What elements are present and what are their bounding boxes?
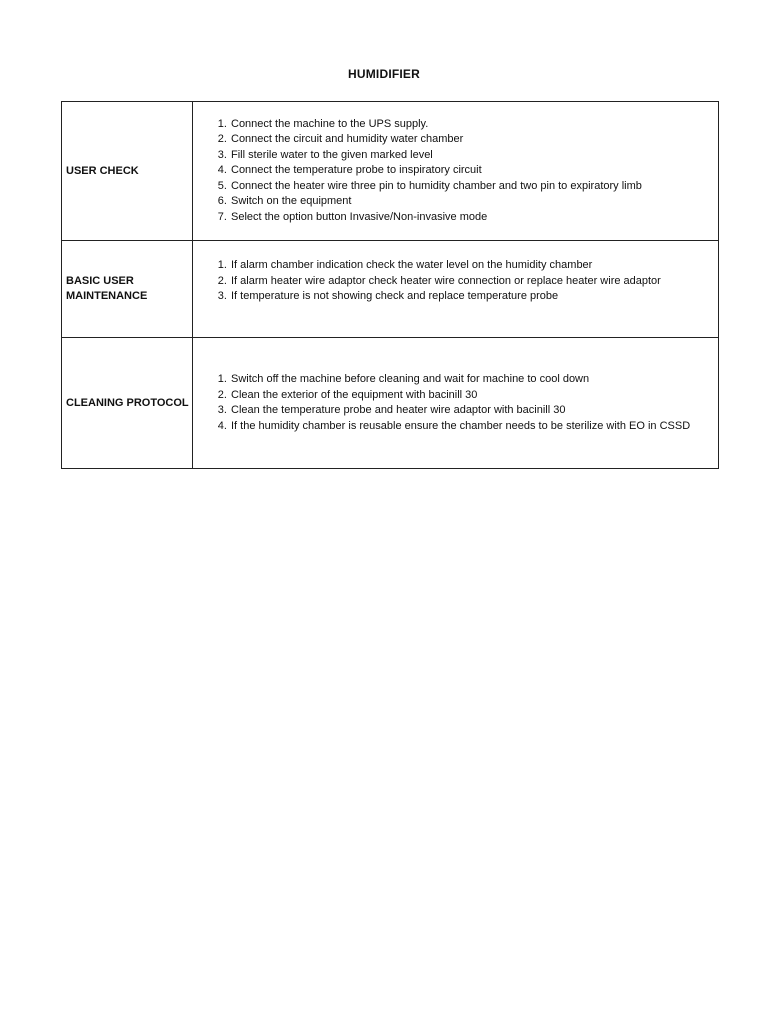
list-item: 4. Connect the temperature probe to inspiratory circuit [230, 163, 718, 179]
list-item: 1. If alarm chamber indication check the water level on the humidity chamber [230, 258, 718, 274]
row-label-cleaning-protocol: CLEANING PROTOCOL [62, 338, 193, 469]
table-row-user-check [62, 102, 719, 241]
list-item: 6. Switch on the equipment [230, 194, 718, 210]
row-label-user-check: USER CHECK [62, 102, 193, 241]
steps-list-basic-user-maintenance [193, 258, 718, 305]
table-row-cleaning-protocol [62, 338, 719, 469]
list-item: 3. Clean the temperature probe and heater wire adaptor with bacinill 30 [230, 403, 718, 419]
list-item: 1. Switch off the machine before cleaning and wait for machine to cool down [230, 372, 718, 388]
list-item: 4. If the humidity chamber is reusable ensure the chamber needs to be sterilize with EO in CSSD [230, 419, 718, 435]
row-content-user-check [193, 102, 719, 241]
steps-list-user-check [193, 117, 718, 226]
list-item: 7. Select the option button Invasive/Non-invasive mode [230, 210, 718, 226]
list-item: 3. Fill sterile water to the given marked level [230, 148, 718, 164]
table-row-basic-user-maintenance [62, 241, 719, 338]
row-label-basic-user-maintenance: BASIC USER MAINTENANCE [62, 241, 193, 338]
list-item: 1. Connect the machine to the UPS supply. [230, 117, 718, 133]
list-item: 2. Connect the circuit and humidity water chamber [230, 132, 718, 148]
row-content-cleaning-protocol [193, 338, 719, 469]
procedure-table [61, 101, 719, 469]
list-item: 2. If alarm heater wire adaptor check heater wire connection or replace heater wire adaptor [230, 274, 718, 290]
list-item: 2. Clean the exterior of the equipment with bacinill 30 [230, 388, 718, 404]
steps-list-cleaning-protocol [193, 372, 718, 434]
page-title: HUMIDIFIER [348, 67, 420, 81]
list-item: 3. If temperature is not showing check and replace temperature probe [230, 289, 718, 305]
list-item: 5. Connect the heater wire three pin to humidity chamber and two pin to expiratory limb [230, 179, 718, 195]
row-content-basic-user-maintenance [193, 241, 719, 338]
